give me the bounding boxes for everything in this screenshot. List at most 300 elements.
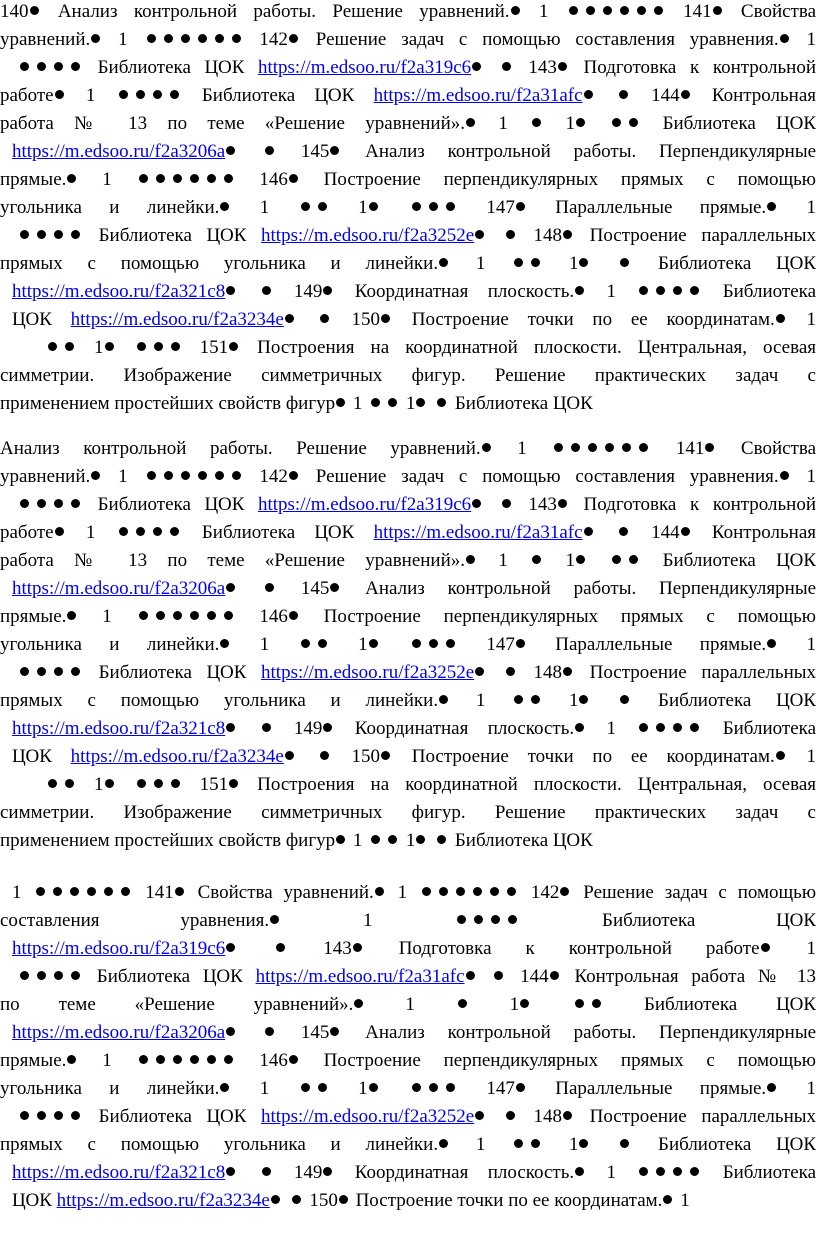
bullet-icon (558, 499, 567, 508)
text-segment: 1 (522, 1, 565, 22)
bullet-icon (388, 835, 397, 844)
text-segment (428, 830, 433, 851)
library-link[interactable]: https://m.edsoo.ru/f2a321c8 (12, 718, 226, 739)
text-segment: 1 (66, 522, 115, 543)
bullet-icon (482, 443, 491, 452)
text-segment (596, 85, 615, 106)
text-segment: 143 (289, 938, 352, 959)
bullet-icon (154, 779, 163, 788)
bullet-icon (507, 887, 516, 896)
text-segment: Библиотека ЦОК (521, 910, 816, 931)
bullet-icon (381, 314, 390, 323)
bullet-icon (429, 202, 438, 211)
text-segment: 1 (282, 910, 454, 931)
bullet-icon (446, 639, 455, 648)
bullet-icon (579, 695, 588, 704)
bullet-icon (506, 1111, 515, 1120)
bullet-icon (563, 1111, 572, 1120)
text-segment: Анализ контрольной работы. Перпендикулярные (342, 141, 816, 162)
bullet-icon (767, 202, 776, 211)
bullet-icon (416, 398, 425, 407)
text-line (0, 1019, 816, 1047)
text-segment (297, 746, 316, 767)
text-segment: Построение параллельных (574, 662, 816, 683)
text-line (0, 827, 816, 855)
text-segment: прямые. (0, 1050, 67, 1071)
text-segment: Решение задач с помощью составления уравнения. (300, 466, 779, 487)
bullet-icon (224, 174, 233, 183)
library-link[interactable]: https://m.edsoo.ru/f2a3206a (12, 1022, 226, 1043)
bullet-icon (603, 6, 612, 15)
bullet-icon (153, 527, 162, 536)
bullet-icon (330, 1027, 339, 1036)
text-segment (283, 1190, 288, 1211)
bullet-icon (71, 499, 80, 508)
text-segment: ЦОК (12, 309, 71, 330)
bullet-icon (262, 723, 271, 732)
text-segment: 1 (232, 197, 297, 218)
text-segment: 1 (78, 337, 104, 358)
text-line (0, 463, 816, 491)
text-segment (588, 113, 608, 134)
text-segment (591, 253, 616, 274)
bullet-icon (458, 999, 467, 1008)
bullet-icon (502, 499, 511, 508)
bullet-icon (579, 1139, 588, 1148)
bullet-icon (690, 723, 699, 732)
bullet-icon (369, 1083, 378, 1092)
bullet-icon (571, 443, 580, 452)
text-segment: Библиотека ЦОК (182, 522, 374, 543)
library-link[interactable]: https://m.edsoo.ru/f2a321c8 (12, 281, 226, 302)
bullet-icon (439, 695, 448, 704)
text-segment: 1 (545, 113, 575, 134)
text-segment (484, 57, 498, 78)
bullet-icon (563, 230, 572, 239)
text-line (0, 743, 816, 771)
bullet-icon (620, 258, 629, 267)
bullet-icon (663, 1195, 672, 1204)
bullet-icon (229, 779, 238, 788)
bullet-icon (612, 555, 621, 564)
bullet-icon (563, 667, 572, 676)
bullet-icon (67, 1055, 76, 1064)
bullet-icon (656, 1167, 665, 1176)
bullet-icon (226, 723, 235, 732)
text-segment: 1 (451, 1134, 511, 1155)
text-segment: 1 (587, 281, 636, 302)
text-segment: Свойства уравнений. (186, 882, 374, 903)
library-link[interactable]: https://m.edsoo.ru/f2a319c6 (12, 938, 226, 959)
text-segment: 1 (232, 634, 297, 655)
text-segment: прямых с помощью угольника и линейки. (0, 690, 439, 711)
text-segment: 1 (544, 690, 579, 711)
text-segment: 1 (401, 393, 416, 414)
bullet-icon (37, 62, 46, 71)
bullet-icon (776, 751, 785, 760)
library-link[interactable]: https://m.edsoo.ru/f2a3234e (70, 309, 284, 330)
bullet-icon (55, 527, 64, 536)
bullet-icon (318, 639, 327, 648)
bullet-icon (354, 999, 363, 1008)
text-segment: Координатная плоскость. (335, 281, 575, 302)
text-segment: 1 (401, 830, 416, 851)
bullet-icon (301, 1083, 310, 1092)
text-segment: работа № 13 по теме «Решение уравнений». (0, 113, 466, 134)
text-segment: 141 (134, 882, 174, 903)
paragraph (0, 879, 816, 1215)
bullet-icon (190, 1055, 199, 1064)
bullet-icon (119, 527, 128, 536)
bullet-icon (323, 723, 332, 732)
text-segment: 1 (587, 1162, 636, 1183)
text-segment: 150 (332, 746, 380, 767)
text-segment: Библиотека ЦОК (633, 690, 816, 711)
bullet-icon (71, 62, 80, 71)
bullet-icon (170, 90, 179, 99)
text-segment: Подготовка к контрольной (569, 57, 816, 78)
bullet-icon (780, 34, 789, 43)
text-segment (117, 774, 133, 795)
bullet-icon (37, 499, 46, 508)
bullet-icon (422, 887, 431, 896)
bullet-icon (36, 887, 45, 896)
text-line (0, 166, 816, 194)
bullet-icon (265, 1027, 274, 1036)
library-link[interactable]: https://m.edsoo.ru/f2a319c6 (257, 494, 472, 515)
text-segment: 146 (236, 1050, 288, 1071)
text-segment: 1 (544, 253, 579, 274)
text-segment: 1 (78, 774, 104, 795)
library-link[interactable]: https://m.edsoo.ru/f2a3206a (12, 141, 226, 162)
text-segment: Координатная плоскость. (335, 718, 575, 739)
text-line (0, 0, 816, 26)
bullet-icon (175, 887, 184, 896)
bullet-icon (20, 62, 29, 71)
library-link[interactable]: https://m.edsoo.ru/f2a3252e (261, 662, 475, 683)
bullet-icon (71, 667, 80, 676)
bullet-icon (37, 667, 46, 676)
bullet-icon (54, 499, 63, 508)
bullet-icon (136, 90, 145, 99)
library-link[interactable]: https://m.edsoo.ru/f2a31afc (373, 85, 583, 106)
text-segment: Библиотека (703, 718, 816, 739)
text-segment: 1 (330, 197, 368, 218)
text-segment: прямых с помощью угольника и линейки. (0, 1134, 439, 1155)
text-segment: Анализ контрольной работы. Перпендикулярные (342, 578, 816, 599)
text-segment (238, 281, 257, 302)
bullet-icon (475, 230, 484, 239)
text-line (0, 991, 816, 1019)
bullet-icon (439, 258, 448, 267)
text-segment: 147 (458, 1078, 515, 1099)
bullet-icon (511, 6, 520, 15)
text-segment: по теме «Решение уравнений». (0, 994, 354, 1015)
bullet-icon (656, 286, 665, 295)
bullet-icon (220, 202, 229, 211)
bullet-icon (67, 611, 76, 620)
text-segment: 1 (451, 690, 511, 711)
bullet-icon (620, 6, 629, 15)
bullet-icon (639, 443, 648, 452)
text-line (0, 715, 816, 743)
text-segment: 144 (507, 966, 549, 987)
bullet-icon (54, 1111, 63, 1120)
text-segment: работа № 13 по теме «Решение уравнений». (0, 550, 466, 571)
bullet-icon (226, 286, 235, 295)
bullet-icon (156, 174, 165, 183)
bullet-icon (136, 527, 145, 536)
text-segment: 1 (478, 113, 529, 134)
bullet-icon (619, 90, 628, 99)
bullet-icon (780, 471, 789, 480)
bullet-icon (220, 1083, 229, 1092)
library-link[interactable]: https://m.edsoo.ru/f2a31afc (255, 966, 465, 987)
text-segment: 151 (183, 337, 229, 358)
bullet-icon (439, 1139, 448, 1148)
bullet-icon (776, 314, 785, 323)
bullet-icon (531, 1139, 540, 1148)
bullet-icon (226, 943, 235, 952)
text-segment: 1 (545, 550, 575, 571)
text-line (0, 575, 816, 603)
text-line (0, 110, 816, 138)
bullet-icon (153, 90, 162, 99)
library-link[interactable]: https://m.edsoo.ru/f2a3234e (70, 746, 284, 767)
bullet-icon (516, 639, 525, 648)
bullet-icon (289, 1055, 298, 1064)
bullet-icon (20, 230, 29, 239)
bullet-icon (369, 202, 378, 211)
bullet-icon (437, 398, 446, 407)
bullet-icon (198, 471, 207, 480)
text-line (0, 963, 816, 991)
text-segment: Контрольная (692, 85, 816, 106)
bullet-icon (494, 971, 503, 980)
bullet-icon (170, 527, 179, 536)
text-segment (484, 494, 498, 515)
text-segment (487, 1106, 502, 1127)
bullet-icon (629, 118, 638, 127)
text-segment: 141 (652, 438, 705, 459)
bullet-icon (71, 1111, 80, 1120)
library-link[interactable]: https://m.edsoo.ru/f2a3252e (261, 225, 475, 246)
bullet-icon (629, 555, 638, 564)
text-segment: 1 (791, 466, 816, 487)
library-link[interactable]: https://m.edsoo.ru/f2a31afc (373, 522, 583, 543)
text-segment: 1 (779, 1078, 816, 1099)
bullet-icon (190, 611, 199, 620)
bullet-icon (330, 583, 339, 592)
bullet-icon (91, 34, 100, 43)
bullet-icon (105, 779, 114, 788)
bullet-icon (466, 118, 475, 127)
bullet-icon (181, 471, 190, 480)
bullet-icon (70, 887, 79, 896)
bullet-icon (226, 146, 235, 155)
bullet-icon (105, 342, 114, 351)
text-line (0, 1187, 816, 1215)
text-segment: 147 (458, 634, 515, 655)
bullet-icon (475, 667, 484, 676)
bullet-icon (139, 611, 148, 620)
text-segment: угольника и линейки. (0, 1078, 220, 1099)
bullet-icon (620, 1139, 629, 1148)
text-segment (297, 309, 316, 330)
bullet-icon (673, 1167, 682, 1176)
text-segment: Решение задач с помощью составления уравнения. (300, 29, 779, 50)
text-segment: 146 (236, 169, 288, 190)
text-segment: применением простейших свойств фигур (0, 393, 336, 414)
bullet-icon (490, 887, 499, 896)
bullet-icon (656, 723, 665, 732)
text-segment: симметрии. Изображение симметричных фигур. Решение практических задач с (0, 365, 816, 386)
text-segment: Библиотека (703, 281, 816, 302)
bullet-icon (520, 999, 529, 1008)
text-line (0, 631, 816, 659)
bullet-icon (375, 887, 384, 896)
bullet-icon (388, 398, 397, 407)
text-segment: 140 (0, 1, 29, 22)
bullet-icon (429, 639, 438, 648)
text-segment: 1 (103, 29, 143, 50)
text-line (0, 907, 816, 935)
text-segment: прямые. (0, 606, 67, 627)
bullet-icon (285, 314, 294, 323)
bullet-icon (323, 1167, 332, 1176)
library-link[interactable]: https://m.edsoo.ru/f2a319c6 (257, 57, 472, 78)
bullet-icon (588, 443, 597, 452)
bullet-icon (67, 174, 76, 183)
text-segment: 148 (518, 225, 562, 246)
bullet-icon (198, 34, 207, 43)
text-segment: угольника и линейки. (0, 634, 220, 655)
text-line (0, 771, 816, 799)
library-link[interactable]: https://m.edsoo.ru/f2a3206a (12, 578, 226, 599)
text-segment: Библиотека ЦОК (84, 225, 262, 246)
text-segment: 149 (274, 1162, 323, 1183)
bullet-icon (323, 286, 332, 295)
bullet-icon (713, 6, 722, 15)
bullet-icon (474, 915, 483, 924)
bullet-icon (472, 499, 481, 508)
bullet-icon (705, 443, 714, 452)
text-segment: 145 (278, 141, 330, 162)
text-segment: Библиотека ЦОК (84, 57, 258, 78)
text-segment (381, 634, 408, 655)
bullet-icon (584, 90, 593, 99)
text-line (0, 1047, 816, 1075)
text-segment: угольника и линейки. (0, 197, 220, 218)
bullet-icon (514, 695, 523, 704)
text-line (0, 138, 816, 166)
bullet-icon (439, 887, 448, 896)
text-segment: 143 (514, 57, 557, 78)
text-segment: 1 (348, 830, 368, 851)
text-segment: Построение точки по ее координатам. (350, 1190, 663, 1211)
bullet-icon (506, 230, 515, 239)
text-segment: Подготовка к контрольной (569, 494, 816, 515)
bullet-icon (554, 443, 563, 452)
bullet-icon (472, 62, 481, 71)
bullet-icon (412, 1083, 421, 1092)
text-line (0, 519, 816, 547)
library-link[interactable]: https://m.edsoo.ru/f2a321c8 (12, 1162, 226, 1183)
bullet-icon (336, 835, 345, 844)
bullet-icon (207, 611, 216, 620)
bullet-icon (318, 202, 327, 211)
text-segment (591, 1134, 616, 1155)
bullet-icon (262, 286, 271, 295)
bullet-icon (71, 230, 80, 239)
bullet-icon (265, 146, 274, 155)
bullet-icon (576, 555, 585, 564)
text-line (0, 334, 816, 362)
text-line (0, 278, 816, 306)
bullet-icon (532, 118, 541, 127)
bullet-icon (164, 471, 173, 480)
bullet-icon (147, 34, 156, 43)
text-line (0, 659, 816, 687)
text-segment: 148 (518, 1106, 562, 1127)
text-segment: 1 (675, 1190, 690, 1211)
bullet-icon (767, 639, 776, 648)
library-link[interactable]: https://m.edsoo.ru/f2a3234e (56, 1190, 270, 1211)
bullet-icon (575, 286, 584, 295)
library-link[interactable]: https://m.edsoo.ru/f2a3252e (261, 1106, 475, 1127)
bullet-icon (586, 6, 595, 15)
text-segment (238, 1022, 261, 1043)
bullet-icon (65, 342, 74, 351)
text-segment: Свойства (717, 438, 816, 459)
text-segment: Контрольная (692, 522, 816, 543)
text-segment: 1 (79, 169, 135, 190)
text-segment: прямые. (0, 169, 67, 190)
text-segment: 150 (332, 309, 380, 330)
text-segment: 1 (478, 550, 529, 571)
text-segment: Построение перпендикулярных прямых с помощью (300, 606, 816, 627)
bullet-icon (232, 34, 241, 43)
text-segment: Библиотека (703, 1162, 816, 1183)
bullet-icon (173, 1055, 182, 1064)
text-segment (478, 966, 491, 987)
text-segment: 1 (79, 606, 135, 627)
bullet-icon (139, 1055, 148, 1064)
text-segment: ЦОК (12, 1190, 57, 1211)
text-segment: 149 (274, 718, 323, 739)
bullet-icon (87, 887, 96, 896)
text-segment: Анализ контрольной работы. Перпендикулярные (342, 1022, 816, 1043)
bullet-icon (690, 286, 699, 295)
text-segment: 1 (330, 1078, 368, 1099)
bullet-icon (369, 639, 378, 648)
bullet-icon (54, 62, 63, 71)
paragraph (0, 0, 816, 418)
text-segment: 1 (544, 1134, 579, 1155)
text-segment: 145 (278, 578, 330, 599)
bullet-icon (220, 639, 229, 648)
text-segment: Построения на координатной плоскости. Центральная, осевая (241, 337, 816, 358)
bullet-icon (412, 639, 421, 648)
text-segment: 147 (458, 197, 515, 218)
text-segment: 142 (244, 29, 288, 50)
text-segment: 1 (366, 994, 454, 1015)
bullet-icon (156, 1055, 165, 1064)
text-line (0, 54, 816, 82)
bullet-icon (55, 90, 64, 99)
bullet-icon (446, 202, 455, 211)
text-segment: Анализ контрольной работы. Решение уравнений. (0, 438, 481, 459)
